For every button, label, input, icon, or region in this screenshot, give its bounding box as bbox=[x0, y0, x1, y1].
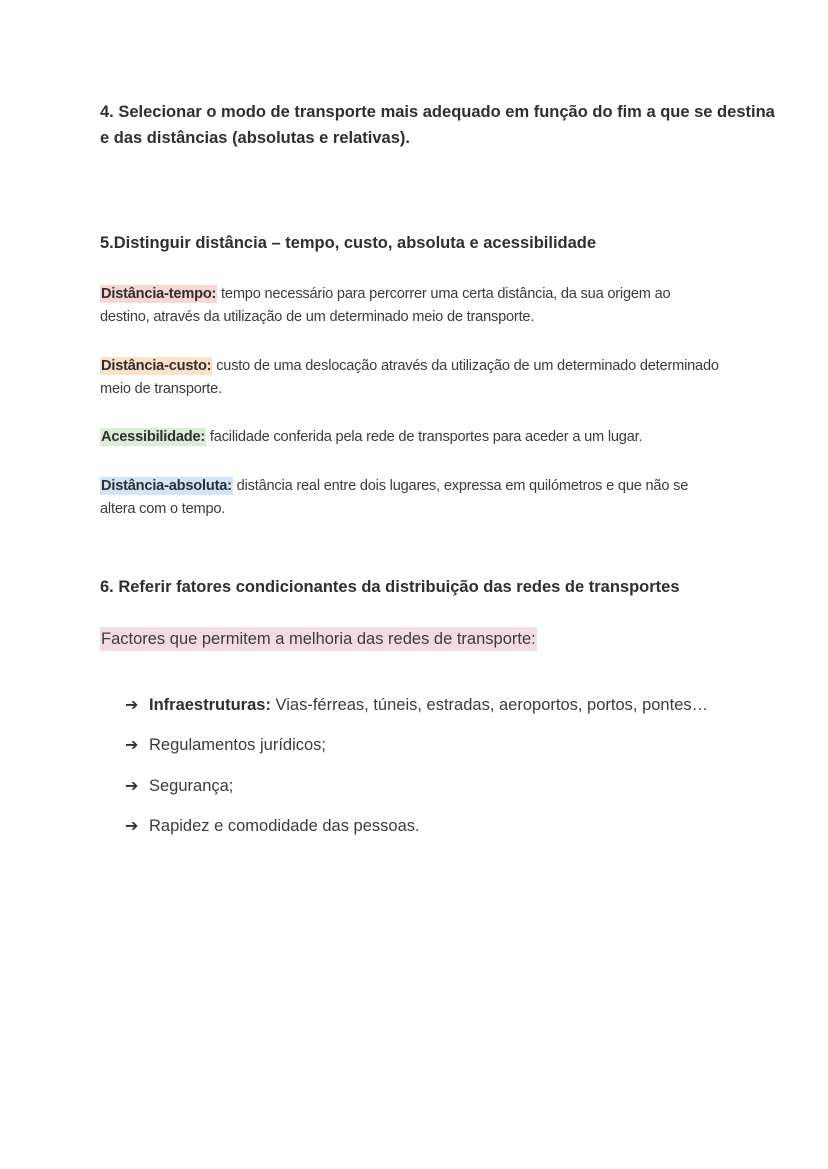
definition-distancia-absoluta bbox=[100, 475, 688, 521]
definition-text-line-1: facilidade conferida pela rede de transportes para aceder a um lugar. bbox=[206, 429, 643, 445]
section-5-heading: 5.Distinguir distância – tempo, custo, absoluta e acessibilidade bbox=[100, 234, 597, 252]
term-distancia-custo: Distância-custo: bbox=[101, 358, 212, 374]
definition-text-line-2: destino, através da utilização de um determinado meio de transporte. bbox=[100, 309, 535, 325]
list-item-text: Vias-férreas, túneis, estradas, aeroportos, portos, pontes… bbox=[270, 696, 709, 714]
term-distancia-absoluta: Distância-absoluta: bbox=[101, 478, 232, 494]
bullet-list bbox=[125, 693, 708, 854]
right-arrow-icon: ➔ bbox=[125, 775, 139, 795]
right-arrow-icon: ➔ bbox=[125, 735, 139, 755]
definition-text-line-1: custo de uma deslocação através da utilização de um determinado determinado bbox=[212, 358, 719, 374]
definition-distancia-custo bbox=[100, 355, 719, 401]
section-4-heading bbox=[100, 99, 775, 151]
right-arrow-icon: ➔ bbox=[125, 695, 139, 714]
term-distancia-tempo: Distância-tempo: bbox=[101, 286, 217, 302]
definition-text-line-1: tempo necessário para percorrer uma certa distância, da sua origem ao bbox=[217, 286, 671, 302]
list-item bbox=[125, 814, 708, 854]
section-4-heading-line-1: 4. Selecionar o modo de transporte mais adequado em função do fim a que se destina bbox=[100, 103, 775, 121]
list-item-text: Regulamentos jurídicos; bbox=[149, 736, 327, 755]
definition-acessibilidade bbox=[100, 426, 642, 449]
list-item-bold-label: Infraestruturas: bbox=[149, 696, 271, 714]
definition-distancia-tempo bbox=[100, 283, 670, 329]
list-item-text: Segurança; bbox=[149, 776, 234, 795]
definition-text-line-2: altera com o tempo. bbox=[100, 501, 226, 517]
list-item bbox=[125, 693, 708, 733]
definition-text-line-2: meio de transporte. bbox=[100, 381, 222, 397]
term-acessibilidade: Acessibilidade: bbox=[101, 429, 206, 445]
section-6-heading: 6. Referir fatores condicionantes da distribuição das redes de transportes bbox=[100, 578, 680, 596]
list-item-text: Rapidez e comodidade das pessoas. bbox=[149, 816, 420, 835]
callout-highlight: Factores que permitem a melhoria das redes de transporte: bbox=[100, 627, 537, 651]
list-item bbox=[125, 774, 708, 814]
definition-text-line-1: distância real entre dois lugares, expressa em quilómetros e que não se bbox=[232, 478, 689, 494]
right-arrow-icon: ➔ bbox=[125, 815, 139, 835]
list-item bbox=[125, 733, 708, 773]
section-4-heading-line-2: e das distâncias (absolutas e relativas). bbox=[100, 129, 410, 147]
